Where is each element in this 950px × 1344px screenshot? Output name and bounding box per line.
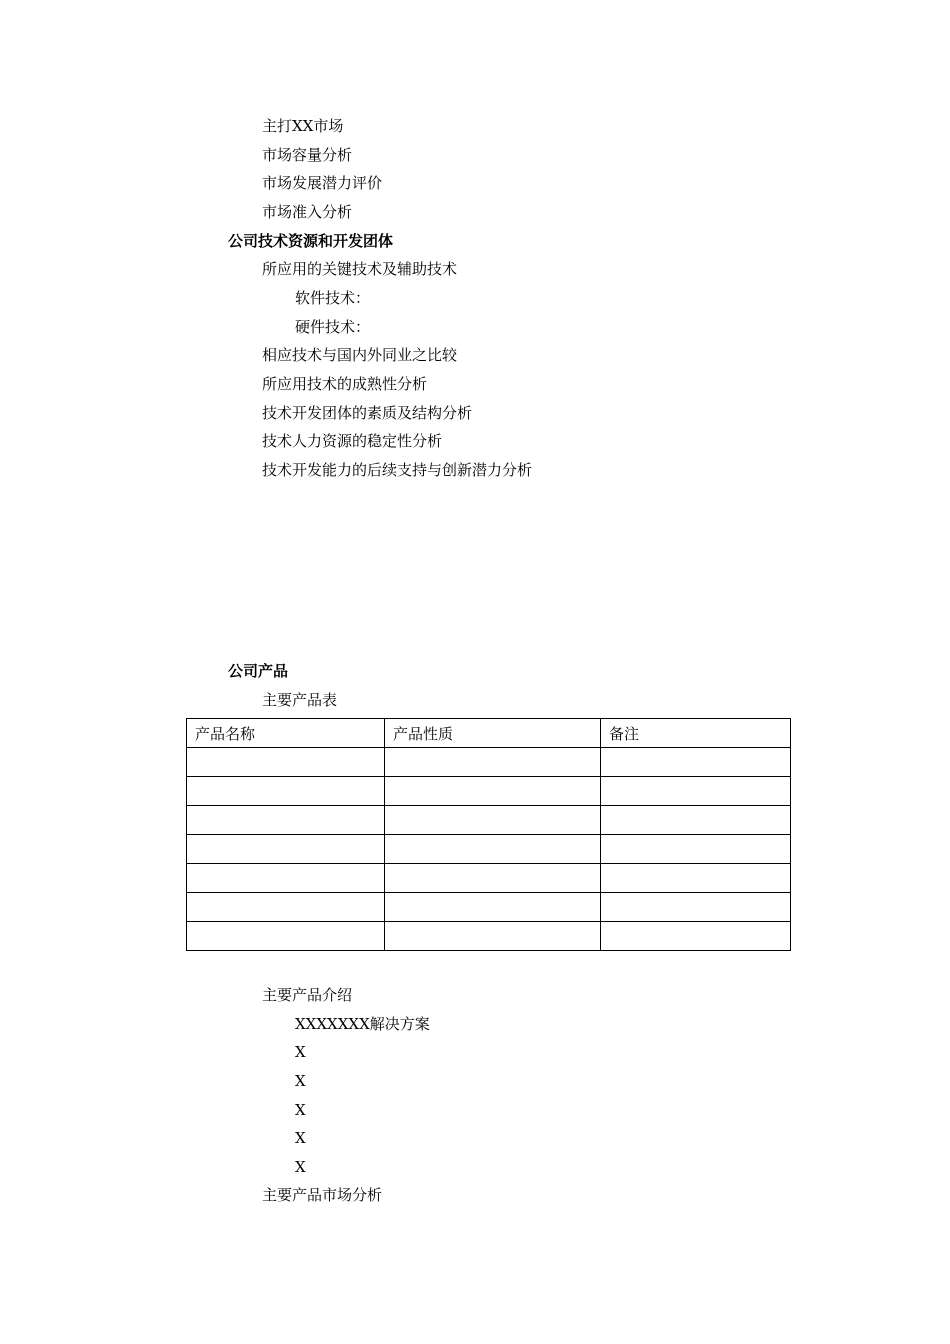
table-cell — [187, 893, 385, 922]
table-cell — [187, 748, 385, 777]
table-cell — [601, 922, 791, 951]
table-row — [187, 748, 791, 777]
software-tech-item: 软件技术： — [295, 289, 371, 307]
table-cell — [601, 835, 791, 864]
product-intro-item: X — [295, 1072, 306, 1090]
product-table-title: 主要产品表 — [262, 691, 338, 709]
header-product-nature: 产品性质 — [385, 719, 601, 748]
tech-item-innovation: 技术开发能力的后续支持与创新潜力分析 — [262, 461, 533, 479]
tech-item-maturity: 所应用技术的成熟性分析 — [262, 375, 428, 393]
market-item-capacity: 市场容量分析 — [262, 146, 353, 164]
market-item-main: 主打XX市场 — [262, 117, 344, 135]
product-intro-item: X — [295, 1101, 306, 1119]
tech-section-heading: 公司技术资源和开发团体 — [228, 232, 394, 250]
product-section-heading: 公司产品 — [228, 662, 289, 680]
header-remarks: 备注 — [601, 719, 791, 748]
table-cell — [187, 835, 385, 864]
product-intro-solution: XXXXXXX解决方案 — [295, 1015, 430, 1033]
table-cell — [601, 893, 791, 922]
table-cell — [187, 922, 385, 951]
table-cell — [385, 893, 601, 922]
table-row — [187, 835, 791, 864]
product-market-analysis: 主要产品市场分析 — [262, 1186, 383, 1204]
header-product-name: 产品名称 — [187, 719, 385, 748]
table-cell — [385, 777, 601, 806]
product-intro-item: X — [295, 1158, 306, 1176]
table-cell — [187, 777, 385, 806]
table-row — [187, 806, 791, 835]
tech-item-team: 技术开发团体的素质及结构分析 — [262, 404, 473, 422]
product-intro-title: 主要产品介绍 — [262, 986, 353, 1004]
hardware-tech-item: 硬件技术： — [295, 318, 371, 336]
table-row — [187, 922, 791, 951]
table-header-row — [187, 719, 791, 748]
tech-item-stability: 技术人力资源的稳定性分析 — [262, 432, 443, 450]
table-cell — [385, 806, 601, 835]
table-row — [187, 893, 791, 922]
market-item-potential: 市场发展潜力评价 — [262, 174, 383, 192]
product-table — [186, 718, 791, 951]
table-cell — [187, 864, 385, 893]
key-tech-item: 所应用的关键技术及辅助技术 — [262, 260, 458, 278]
table-cell — [601, 748, 791, 777]
table-cell — [385, 748, 601, 777]
table-cell — [601, 806, 791, 835]
table-cell — [601, 777, 791, 806]
tech-item-comparison: 相应技术与国内外同业之比较 — [262, 346, 458, 364]
product-intro-item: X — [295, 1043, 306, 1061]
table-cell — [187, 806, 385, 835]
market-item-access: 市场准入分析 — [262, 203, 353, 221]
table-cell — [385, 864, 601, 893]
table-row — [187, 864, 791, 893]
product-intro-item: X — [295, 1129, 306, 1147]
table-cell — [385, 835, 601, 864]
table-row — [187, 777, 791, 806]
table-cell — [385, 922, 601, 951]
table-cell — [601, 864, 791, 893]
